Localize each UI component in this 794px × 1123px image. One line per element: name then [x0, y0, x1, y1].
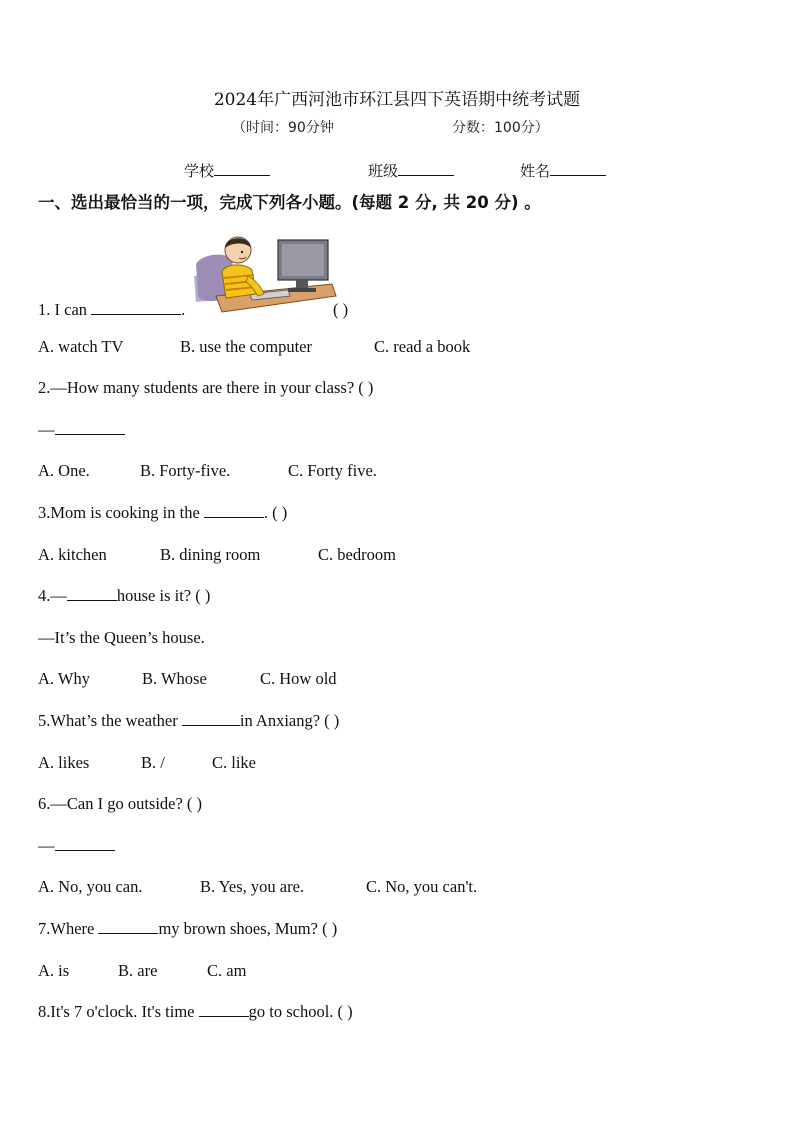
school-field	[184, 160, 270, 181]
q4-stem-start: 4.—	[38, 586, 67, 605]
q7-stem-end: my brown shoes, Mum? ( )	[158, 919, 338, 938]
q4-option-c[interactable]: C. How old	[260, 669, 337, 688]
name-blank[interactable]	[550, 174, 606, 176]
school-blank[interactable]	[214, 174, 270, 176]
question-4	[38, 586, 210, 606]
q7-option-b[interactable]: B. are	[118, 961, 158, 980]
q1-option-c[interactable]: C. read a book	[374, 337, 471, 356]
q6-option-b[interactable]: B. Yes, you are.	[200, 877, 305, 896]
page-title: 2024年广西河池市环江县四下英语期中统考试题	[213, 90, 581, 110]
question-3	[38, 503, 287, 523]
exam-time: （时间：90分钟	[232, 120, 334, 136]
q1-stem-start: 1. I can	[38, 300, 92, 319]
name-label: 姓名	[520, 162, 551, 180]
q1-answer-blank[interactable]	[91, 313, 181, 315]
q3-option-a[interactable]: A. kitchen	[38, 545, 107, 564]
q5-option-b[interactable]: B. /	[141, 753, 165, 772]
q2-option-a[interactable]: A. One.	[38, 461, 90, 480]
question-8	[38, 1002, 353, 1022]
q2-reply	[38, 420, 125, 440]
boy-using-computer-icon	[192, 224, 338, 316]
q5-stem-end: in Anxiang? ( )	[239, 711, 340, 730]
q1-stem-end: .	[181, 300, 186, 319]
exam-score: 分数：100分）	[452, 120, 549, 136]
q1-paren[interactable]: ( )	[333, 300, 349, 319]
q6-option-a[interactable]: A. No, you can.	[38, 877, 143, 896]
q7-answer-blank[interactable]	[98, 932, 158, 934]
class-field	[368, 160, 454, 181]
question-5	[38, 711, 339, 731]
section-heading: 一、选出最恰当的一项，完成下列各小题。(每题 2 分, 共 20 分) 。	[38, 193, 541, 212]
q2-option-c[interactable]: C. Forty five.	[288, 461, 377, 480]
q1-option-b[interactable]: B. use the computer	[180, 337, 312, 356]
q3-stem-start: 3.Mom is cooking in the	[38, 503, 204, 522]
q4-option-b[interactable]: B. Whose	[142, 669, 207, 688]
q6-answer-blank[interactable]	[55, 849, 115, 851]
q6-option-c[interactable]: C. No, you can't.	[366, 877, 478, 896]
name-field	[520, 160, 606, 181]
q6-reply-dash: —	[38, 836, 55, 855]
class-blank[interactable]	[398, 174, 454, 176]
q3-stem-end: . ( )	[263, 503, 288, 522]
q4-stem-end: house is it? ( )	[116, 586, 211, 605]
q7-option-a[interactable]: A. is	[38, 961, 70, 980]
q8-answer-blank[interactable]	[199, 1015, 249, 1017]
q7-stem-start: 7.Where	[38, 919, 99, 938]
q3-option-b[interactable]: B. dining room	[160, 545, 261, 564]
question-2: 2.—How many students are there in your class? ( )	[38, 378, 374, 397]
question-1	[38, 300, 185, 320]
q5-option-a[interactable]: A. likes	[38, 753, 90, 772]
q1-option-a[interactable]: A. watch TV	[38, 337, 124, 356]
q3-option-c[interactable]: C. bedroom	[318, 545, 396, 564]
q5-answer-blank[interactable]	[182, 724, 240, 726]
q2-option-b[interactable]: B. Forty-five.	[140, 461, 231, 480]
q4-option-a[interactable]: A. Why	[38, 669, 90, 688]
q8-stem-end: go to school. ( )	[248, 1002, 353, 1021]
q8-stem-start: 8.It's 7 o'clock. It's time	[38, 1002, 199, 1021]
q3-answer-blank[interactable]	[204, 516, 264, 518]
school-label: 学校	[184, 162, 215, 180]
question-7	[38, 919, 337, 939]
q5-stem-start: 5.What’s the weather	[38, 711, 182, 730]
class-label: 班级	[368, 162, 399, 180]
q7-option-c[interactable]: C. am	[207, 961, 247, 980]
q2-reply-dash: —	[38, 420, 55, 439]
question-6: 6.—Can I go outside? ( )	[38, 794, 203, 813]
q2-answer-blank[interactable]	[55, 433, 125, 435]
q6-reply	[38, 836, 115, 856]
q4-answer-blank[interactable]	[67, 599, 117, 601]
q5-option-c[interactable]: C. like	[212, 753, 256, 772]
q4-reply: —It’s the Queen’s house.	[38, 628, 205, 647]
